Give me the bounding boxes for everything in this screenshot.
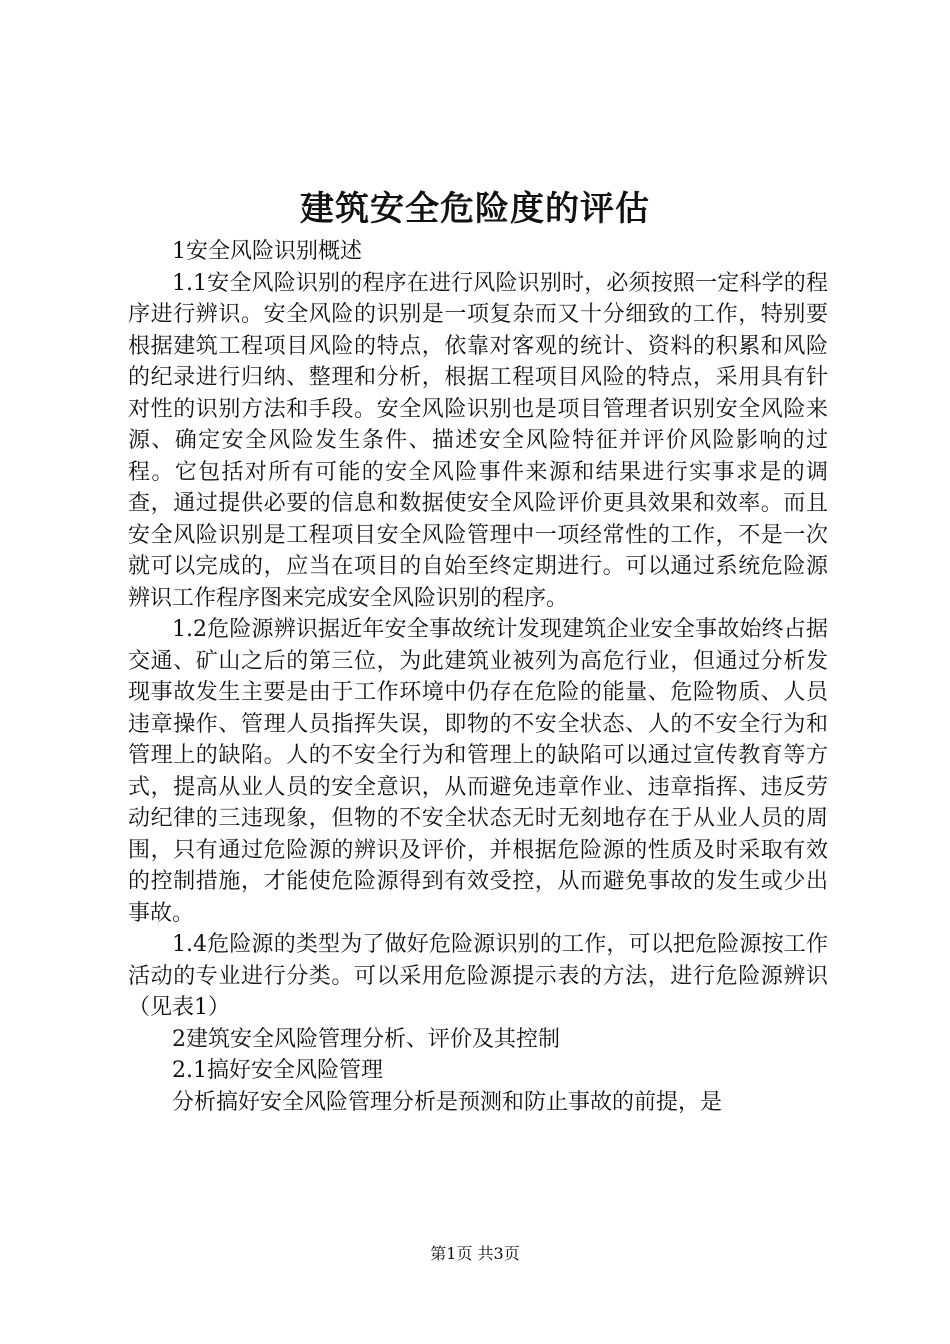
section-heading-2: 2建筑安全风险管理分析、评价及其控制 bbox=[172, 1026, 560, 1052]
page-number-footer: 第1页 共3页 bbox=[430, 1244, 520, 1263]
paragraph-1-2: 1.2危险源辨识据近年安全事故统计发现建筑企业安全事故始终占据交通、矿山之后的第三位，为此建筑业被列为高危行业，但通过分析发现事故发生主要是由于工作环境中仍存在危险的能量、危险物质、人员违章操作、管理人员指挥失误，即物的不安全状态、人的不安全行为和管理上的缺陷。人的不安全行为和管理上的缺陷可以通过宣传教育等方式，提高从业人员的安全意识，从而避免违章作业、违章指挥、违反劳动纪律的三违现象，但物的不安全状态无时无刻地存在于从业人员的周围，只有通过危险源的辨识及评价，并根据危险源的性质及时采取有效的控制措施，才能使危险源得到有效受控，从而避免事故的发生或少出事故。 bbox=[128, 617, 828, 926]
paragraph-2-1: 分析搞好安全风险管理分析是预测和防止事故的前提，是 bbox=[172, 1089, 723, 1115]
document-body bbox=[128, 236, 828, 1118]
document-title: 建筑安全危险度的评估 bbox=[300, 189, 650, 229]
paragraph-1-1: 1.1安全风险识别的程序在进行风险识别时，必须按照一定科学的程序进行辨识。安全风险的识别是一项复杂而又十分细致的工作，特别要根据建筑工程项目风险的特点，依靠对客观的统计、资料的积累和风险的纪录进行归纳、整理和分析，根据工程项目风险的特点，采用具有针对性的识别方法和手段。安全风险识别也是项目管理者识别安全风险来源、确定安全风险发生条件、描述安全风险特征并评价风险影响的过程。它包括对所有可能的安全风险事件来源和结果进行实事求是的调查，通过提供必要的信息和数据使安全风险评价更具效果和效率。而且安全风险识别是工程项目安全风险管理中一项经常性的工作，不是一次就可以完成的，应当在项目的自始至终定期进行。可以通过系统危险源辨识工作程序图来完成安全风险识别的程序。 bbox=[128, 270, 828, 611]
subsection-heading-2-1: 2.1搞好安全风险管理 bbox=[172, 1058, 383, 1083]
paragraph-1-4: 1.4危险源的类型为了做好危险源识别的工作，可以把危险源按工作活动的专业进行分类。可以采用危险源提示表的方法，进行危险源辨识（见表1） bbox=[128, 932, 828, 1020]
section-heading-1: 1安全风险识别概述 bbox=[172, 239, 362, 264]
